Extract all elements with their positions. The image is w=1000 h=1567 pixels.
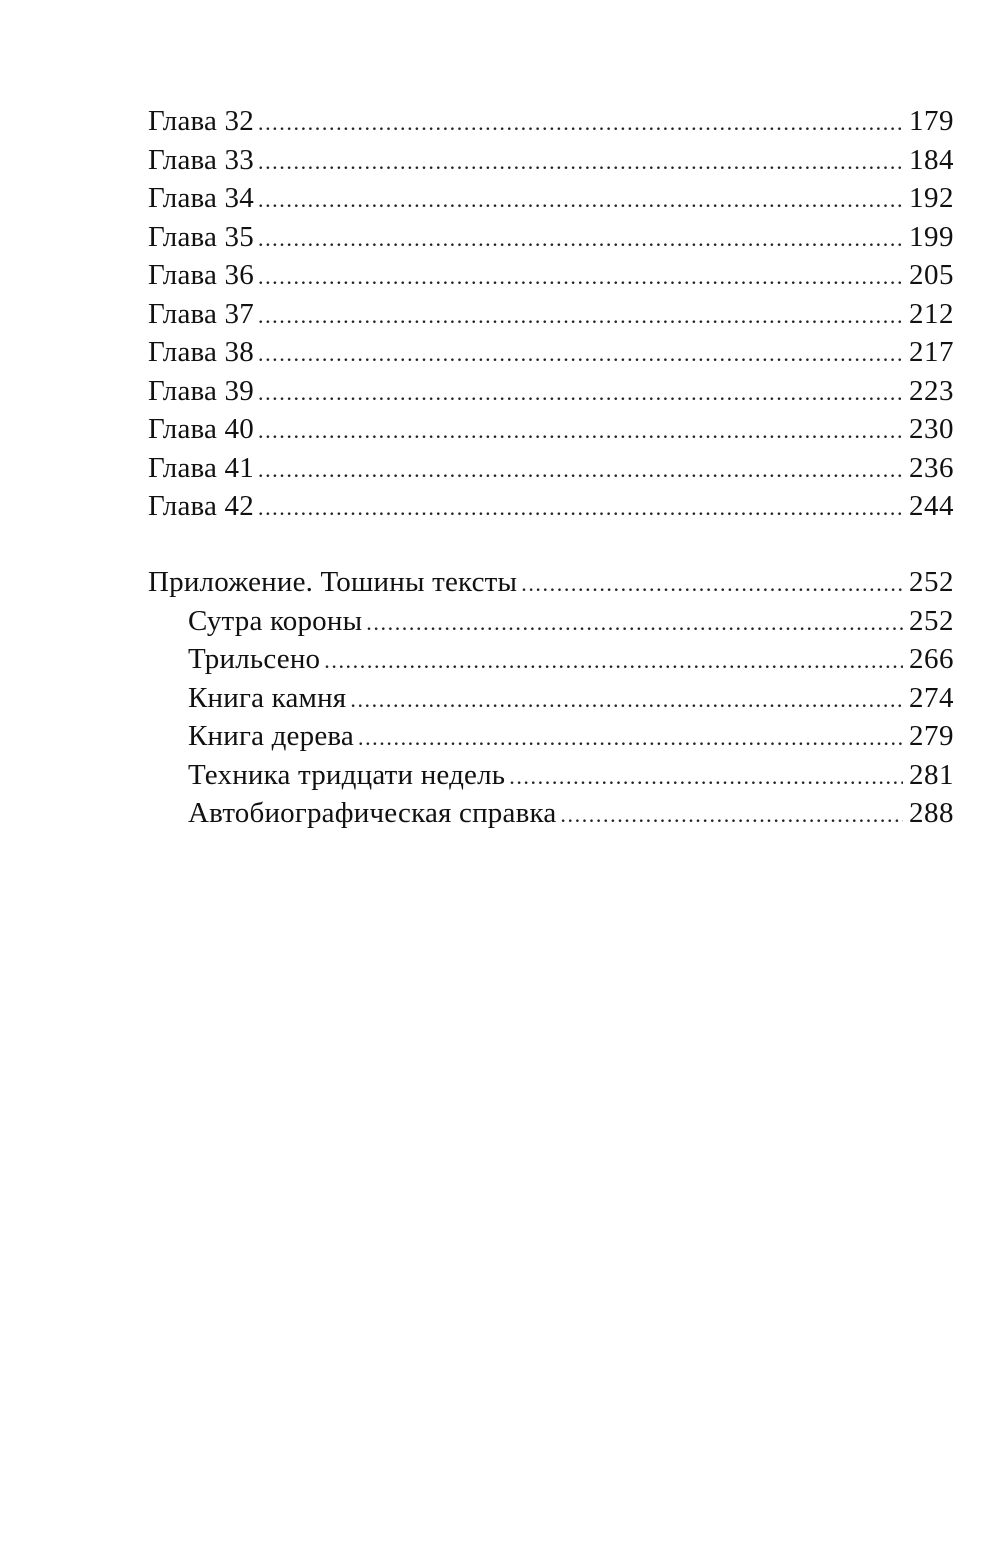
dot-leader: [258, 297, 903, 336]
dot-leader: [521, 565, 903, 604]
toc-entry-title: Глава 42: [148, 490, 254, 522]
toc-entry-title: Глава 39: [148, 374, 254, 407]
toc-entry-page-number: 199: [909, 220, 954, 253]
toc-entry-title: Глава 34: [148, 182, 254, 214]
toc-entry-title: Трильсено: [188, 643, 321, 675]
toc-entry-page-number: 288: [909, 797, 954, 829]
toc-entry-title: Глава 38: [148, 336, 254, 368]
dot-leader: [258, 489, 903, 528]
appendix-list: [148, 563, 954, 833]
toc-entry-page-number: 236: [909, 451, 954, 484]
dot-leader: [350, 681, 903, 720]
toc-entry-page-number: 205: [909, 259, 954, 291]
toc-entry-page-number: 184: [909, 143, 954, 176]
toc-entry-title: Глава 36: [148, 259, 254, 291]
dot-leader: [258, 220, 903, 259]
dot-leader: [258, 104, 903, 143]
toc-entry-appendix-item: [148, 717, 954, 756]
dot-leader: [358, 719, 903, 758]
toc-entry-page-number: 192: [909, 182, 954, 214]
toc-entry-title: Техника тридцати недель: [188, 758, 506, 791]
toc-entry-chapter-42: [148, 487, 954, 526]
toc-entry-chapter-32: [148, 102, 954, 141]
toc-entry-page-number: 244: [909, 490, 954, 522]
toc-entry-title: Глава 40: [148, 413, 254, 445]
chapter-list: [148, 102, 954, 526]
toc-entry-appendix-item: [148, 756, 954, 795]
dot-leader: [258, 374, 903, 413]
toc-entry-title: Глава 37: [148, 297, 254, 330]
dot-leader: [258, 258, 903, 297]
toc-entry-chapter-41: [148, 449, 954, 488]
toc-entry-page-number: 252: [909, 604, 954, 637]
toc-entry-chapter-34: [148, 179, 954, 218]
toc-entry-page-number: 179: [909, 105, 954, 137]
toc-entry-appendix-item: [148, 640, 954, 679]
toc-entry-page-number: 279: [909, 720, 954, 752]
dot-leader: [560, 796, 903, 835]
dot-leader: [258, 143, 903, 182]
dot-leader: [258, 412, 903, 451]
toc-entry-chapter-35: [148, 218, 954, 257]
toc-entry-chapter-39: [148, 372, 954, 411]
toc-entry-title: Глава 41: [148, 451, 254, 484]
toc-entry-title: Книга камня: [188, 681, 347, 714]
toc-entry-appendix-item: [148, 679, 954, 718]
toc-entry-page-number: 252: [909, 566, 954, 598]
toc-entry-title: Приложение. Тошины тексты: [148, 566, 518, 598]
toc-entry-title: Автобиографическая справка: [188, 797, 557, 829]
toc-entry-page-number: 281: [909, 758, 954, 791]
toc-entry-chapter-33: [148, 141, 954, 180]
toc-entry-title: Глава 32: [148, 105, 254, 137]
dot-leader: [258, 451, 903, 490]
toc-entry-title: Глава 33: [148, 143, 254, 176]
toc-entry-page-number: 223: [909, 374, 954, 407]
dot-leader: [324, 642, 903, 681]
toc-entry-chapter-37: [148, 295, 954, 334]
toc-entry-title: Сутра короны: [188, 604, 363, 637]
dot-leader: [258, 335, 903, 374]
toc-entry-chapter-36: [148, 256, 954, 295]
toc-entry-chapter-40: [148, 410, 954, 449]
toc-entry-appendix-item: [148, 602, 954, 641]
toc-entry-page-number: 274: [909, 681, 954, 714]
toc-entry-title: Глава 35: [148, 220, 254, 253]
toc-entry-appendix: [148, 563, 954, 602]
dot-leader: [366, 604, 903, 643]
toc-entry-appendix-item: [148, 794, 954, 833]
toc-entry-page-number: 230: [909, 413, 954, 445]
dot-leader: [258, 181, 903, 220]
toc-entry-chapter-38: [148, 333, 954, 372]
toc-entry-page-number: 266: [909, 643, 954, 675]
dot-leader: [509, 758, 903, 797]
toc-entry-title: Книга дерева: [188, 720, 354, 752]
toc-entry-page-number: 217: [909, 336, 954, 368]
toc-entry-page-number: 212: [909, 297, 954, 330]
